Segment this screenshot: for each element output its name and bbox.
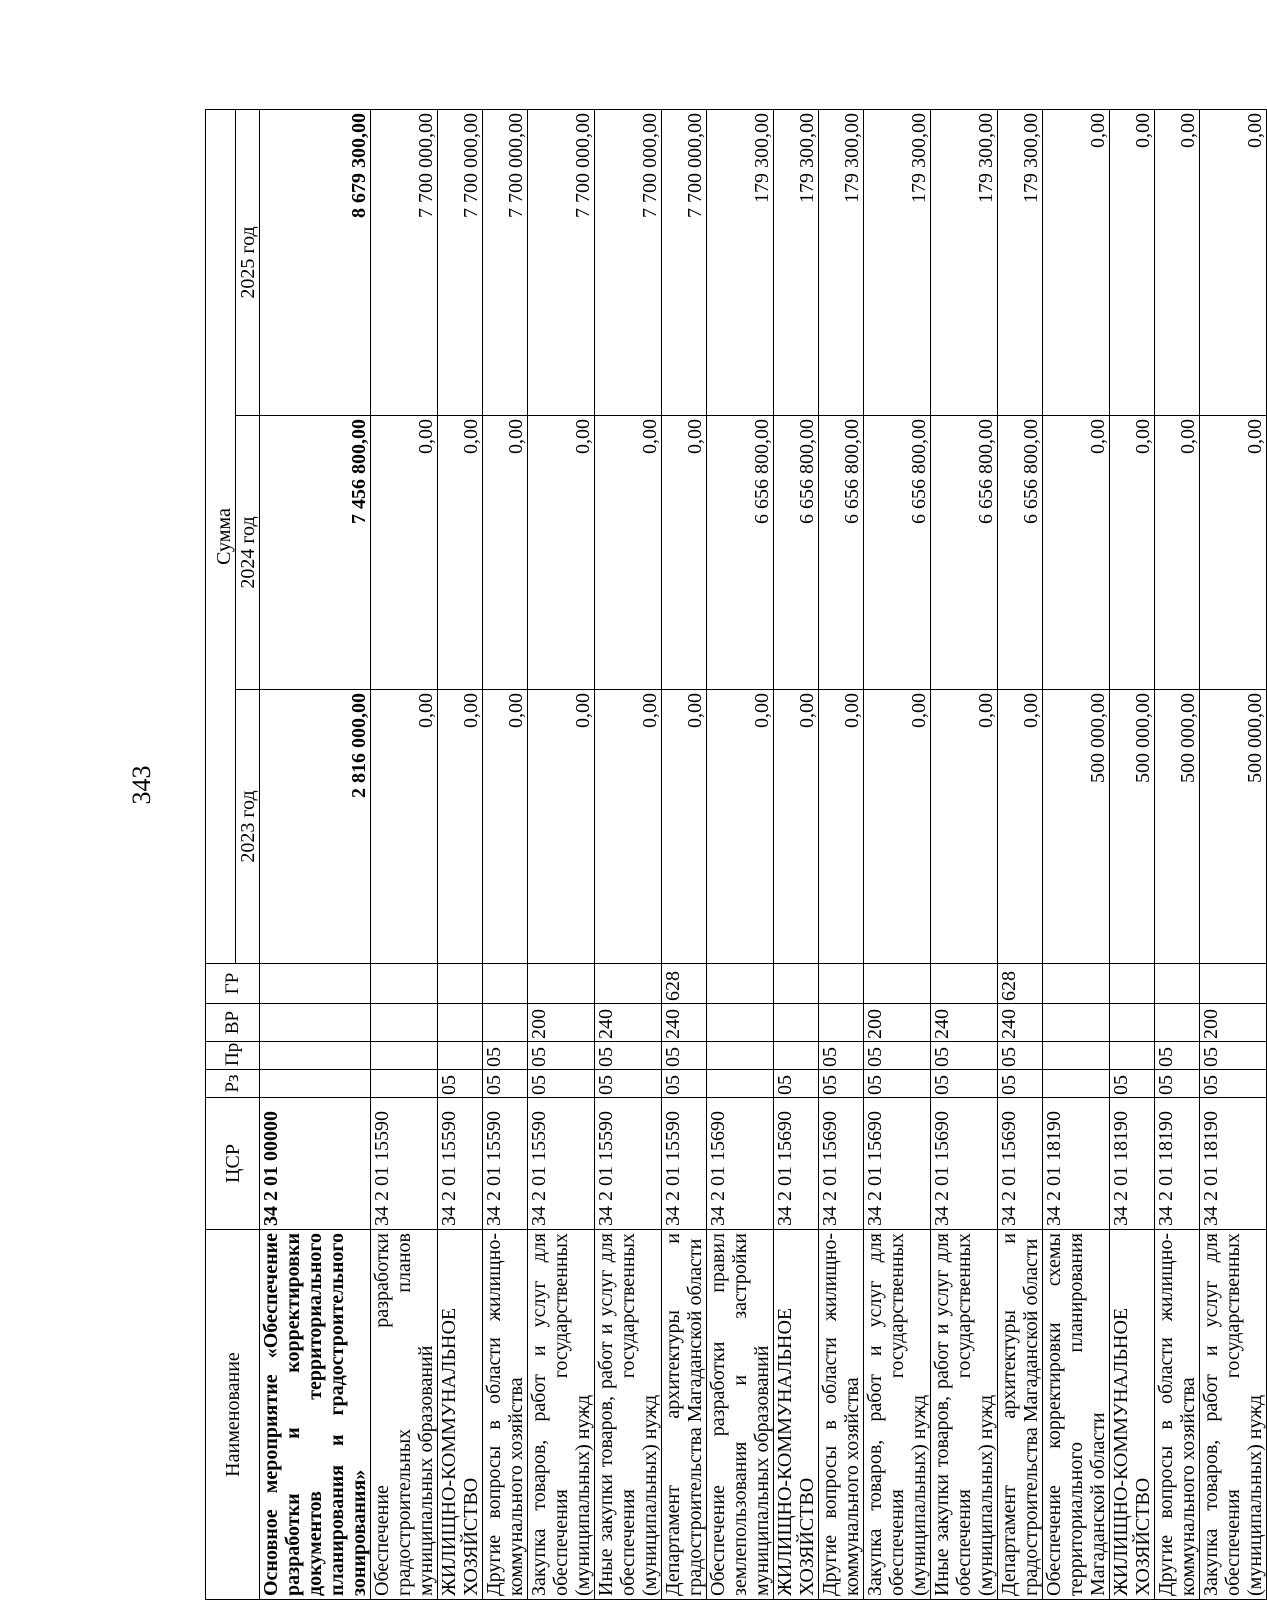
row-sum-2025: 0,00	[1043, 109, 1110, 415]
table-row	[707, 109, 774, 1599]
row-pr: 05	[1200, 1042, 1267, 1070]
row-gr	[528, 964, 595, 1004]
row-vr	[1155, 1004, 1200, 1042]
row-sum-2023: 500 000,00	[1200, 690, 1267, 964]
row-rz: 05	[1155, 1070, 1200, 1098]
row-sum-2025: 179 300,00	[774, 109, 819, 415]
table-row	[483, 109, 528, 1599]
table-row	[371, 109, 438, 1599]
row-sum-2025: 0,00	[1200, 109, 1267, 415]
row-pr	[1110, 1042, 1155, 1070]
budget-table	[205, 109, 1267, 1600]
row-sum-2023: 2 816 000,00	[260, 690, 371, 964]
row-sum-2023: 0,00	[931, 690, 998, 964]
row-sum-2023: 500 000,00	[1043, 690, 1110, 964]
row-sum-2024: 0,00	[438, 416, 483, 690]
header-csr: ЦСР	[206, 1098, 260, 1230]
row-sum-2024: 0,00	[483, 416, 528, 690]
row-vr	[819, 1004, 864, 1042]
row-rz: 05	[1200, 1070, 1267, 1098]
row-sum-2025: 179 300,00	[864, 109, 931, 415]
row-name: ЖИЛИЩНО-КОММУНАЛЬНОЕ ХОЗЯЙСТВО	[774, 1230, 819, 1600]
row-gr	[1110, 964, 1155, 1004]
row-csr: 34 2 01 15590	[483, 1098, 528, 1230]
header-vr: ВР	[206, 1004, 260, 1042]
row-vr	[707, 1004, 774, 1042]
row-pr: 05	[998, 1042, 1043, 1070]
row-sum-2023: 500 000,00	[1155, 690, 1200, 964]
row-gr	[483, 964, 528, 1004]
row-csr: 34 2 01 15590	[438, 1098, 483, 1230]
row-sum-2024: 6 656 800,00	[931, 416, 998, 690]
row-rz: 05	[483, 1070, 528, 1098]
row-sum-2025: 7 700 000,00	[371, 109, 438, 415]
row-pr	[707, 1042, 774, 1070]
row-sum-2025: 7 700 000,00	[528, 109, 595, 415]
table-row	[819, 109, 864, 1599]
row-vr	[483, 1004, 528, 1042]
row-csr: 34 2 01 18190	[1155, 1098, 1200, 1230]
row-csr: 34 2 01 00000	[260, 1098, 371, 1230]
header-gr: ГР	[206, 964, 260, 1004]
row-rz	[260, 1070, 371, 1098]
row-sum-2024: 0,00	[595, 416, 662, 690]
table-row	[528, 109, 595, 1599]
row-pr: 05	[819, 1042, 864, 1070]
row-rz: 05	[595, 1070, 662, 1098]
row-rz: 05	[931, 1070, 998, 1098]
row-sum-2024: 6 656 800,00	[998, 416, 1043, 690]
row-gr	[864, 964, 931, 1004]
row-name: ЖИЛИЩНО-КОММУНАЛЬНОЕ ХОЗЯЙСТВО	[438, 1230, 483, 1600]
header-2025: 2025 год	[236, 109, 260, 415]
row-pr	[774, 1042, 819, 1070]
row-csr: 34 2 01 15690	[819, 1098, 864, 1230]
row-rz: 05	[528, 1070, 595, 1098]
table-row	[998, 109, 1043, 1599]
row-pr	[260, 1042, 371, 1070]
row-pr: 05	[595, 1042, 662, 1070]
row-sum-2024: 0,00	[528, 416, 595, 690]
table-row	[1155, 109, 1200, 1599]
table-row	[1110, 109, 1155, 1599]
header-rz: Рз	[206, 1070, 260, 1098]
table-row	[662, 109, 707, 1599]
row-sum-2024: 6 656 800,00	[864, 416, 931, 690]
row-csr: 34 2 01 18190	[1110, 1098, 1155, 1230]
table-body	[260, 109, 1267, 1599]
row-csr: 34 2 01 15690	[931, 1098, 998, 1230]
table-row	[595, 109, 662, 1599]
row-vr: 240	[931, 1004, 998, 1042]
row-sum-2023: 0,00	[707, 690, 774, 964]
row-csr: 34 2 01 18190	[1200, 1098, 1267, 1230]
row-name: Обеспечение корректировки схемы территориального планирования Магаданской области	[1043, 1230, 1110, 1600]
row-gr	[438, 964, 483, 1004]
row-csr: 34 2 01 15690	[707, 1098, 774, 1230]
row-sum-2024: 0,00	[1043, 416, 1110, 690]
row-gr	[371, 964, 438, 1004]
row-sum-2025: 8 679 300,00	[260, 109, 371, 415]
header-2023: 2023 год	[236, 690, 260, 964]
row-pr: 05	[483, 1042, 528, 1070]
row-sum-2025: 0,00	[1110, 109, 1155, 415]
row-name: Закупка товаров, работ и услуг для обеспечения государственных (муниципальных) нужд	[864, 1230, 931, 1600]
row-sum-2023: 0,00	[819, 690, 864, 964]
row-sum-2023: 0,00	[662, 690, 707, 964]
row-pr: 05	[528, 1042, 595, 1070]
row-name: Закупка товаров, работ и услуг для обеспечения государственных (муниципальных) нужд	[528, 1230, 595, 1600]
row-vr: 200	[528, 1004, 595, 1042]
row-rz: 05	[774, 1070, 819, 1098]
table-row	[438, 109, 483, 1599]
header-pr: Пр	[206, 1042, 260, 1070]
row-pr: 05	[662, 1042, 707, 1070]
row-sum-2023: 0,00	[864, 690, 931, 964]
table-row	[931, 109, 998, 1599]
row-vr: 240	[595, 1004, 662, 1042]
row-name: Закупка товаров, работ и услуг для обеспечения государственных (муниципальных) нужд	[1200, 1230, 1267, 1600]
row-rz: 05	[864, 1070, 931, 1098]
row-pr	[438, 1042, 483, 1070]
row-vr: 200	[1200, 1004, 1267, 1042]
row-sum-2025: 179 300,00	[707, 109, 774, 415]
row-vr: 240	[998, 1004, 1043, 1042]
row-name: Иные закупки товаров, работ и услуг для обеспечения государственных (муниципальных) нужд	[931, 1230, 998, 1600]
row-vr	[1043, 1004, 1110, 1042]
row-sum-2025: 7 700 000,00	[438, 109, 483, 415]
row-sum-2025: 179 300,00	[998, 109, 1043, 415]
row-rz	[371, 1070, 438, 1098]
row-sum-2023: 0,00	[438, 690, 483, 964]
row-sum-2024: 6 656 800,00	[707, 416, 774, 690]
row-gr	[1200, 964, 1267, 1004]
row-sum-2025: 179 300,00	[931, 109, 998, 415]
row-sum-2023: 0,00	[483, 690, 528, 964]
row-csr: 34 2 01 15590	[371, 1098, 438, 1230]
row-name: ЖИЛИЩНО-КОММУНАЛЬНОЕ ХОЗЯЙСТВО	[1110, 1230, 1155, 1600]
row-sum-2025: 7 700 000,00	[662, 109, 707, 415]
row-csr: 34 2 01 15590	[662, 1098, 707, 1230]
row-gr	[1155, 964, 1200, 1004]
row-sum-2025: 7 700 000,00	[595, 109, 662, 415]
row-sum-2023: 0,00	[998, 690, 1043, 964]
header-sum: Сумма	[206, 109, 236, 963]
header-name: Наименование	[206, 1230, 260, 1600]
row-name: Другие вопросы в области жилищно-коммунального хозяйства	[483, 1230, 528, 1600]
row-sum-2023: 500 000,00	[1110, 690, 1155, 964]
row-csr: 34 2 01 15590	[595, 1098, 662, 1230]
row-sum-2023: 0,00	[774, 690, 819, 964]
row-sum-2024: 0,00	[1110, 416, 1155, 690]
row-vr	[774, 1004, 819, 1042]
row-name: Иные закупки товаров, работ и услуг для обеспечения государственных (муниципальных) нужд	[595, 1230, 662, 1600]
table-row	[774, 109, 819, 1599]
row-sum-2023: 0,00	[371, 690, 438, 964]
row-gr	[819, 964, 864, 1004]
row-vr	[438, 1004, 483, 1042]
row-sum-2023: 0,00	[528, 690, 595, 964]
row-sum-2025: 179 300,00	[819, 109, 864, 415]
page-number: 343	[127, 765, 156, 805]
row-pr: 05	[1155, 1042, 1200, 1070]
row-gr	[774, 964, 819, 1004]
table-row	[260, 109, 371, 1599]
row-sum-2023: 0,00	[595, 690, 662, 964]
row-gr	[931, 964, 998, 1004]
row-name: Обеспечение разработки градостроительных планов муниципальных образований	[371, 1230, 438, 1600]
row-csr: 34 2 01 15690	[774, 1098, 819, 1230]
table-row	[1200, 109, 1267, 1599]
rotated-table-wrapper	[205, 110, 1266, 1600]
row-vr: 200	[864, 1004, 931, 1042]
row-rz: 05	[1110, 1070, 1155, 1098]
row-rz: 05	[998, 1070, 1043, 1098]
row-gr	[595, 964, 662, 1004]
row-pr	[1043, 1042, 1110, 1070]
row-sum-2025: 7 700 000,00	[483, 109, 528, 415]
row-pr: 05	[864, 1042, 931, 1070]
row-vr	[371, 1004, 438, 1042]
row-rz	[1043, 1070, 1110, 1098]
row-name: Основное мероприятие «Обеспечение разработки и корректировки документов территориального планирования и градостроительного зонирования»	[260, 1230, 371, 1600]
row-sum-2024: 0,00	[1200, 416, 1267, 690]
row-sum-2024: 0,00	[662, 416, 707, 690]
row-csr: 34 2 01 15590	[528, 1098, 595, 1230]
row-gr: 628	[662, 964, 707, 1004]
header-2024: 2024 год	[236, 416, 260, 690]
row-sum-2024: 7 456 800,00	[260, 416, 371, 690]
row-sum-2024: 0,00	[1155, 416, 1200, 690]
table-row	[864, 109, 931, 1599]
row-vr: 240	[662, 1004, 707, 1042]
row-vr	[1110, 1004, 1155, 1042]
row-gr	[1043, 964, 1110, 1004]
row-sum-2024: 6 656 800,00	[819, 416, 864, 690]
row-csr: 34 2 01 15690	[864, 1098, 931, 1230]
row-name: Департамент архитектуры и градостроительства Магаданской области	[998, 1230, 1043, 1600]
row-name: Другие вопросы в области жилищно-коммунального хозяйства	[819, 1230, 864, 1600]
row-name: Департамент архитектуры и градостроительства Магаданской области	[662, 1230, 707, 1600]
row-gr	[260, 964, 371, 1004]
row-sum-2025: 0,00	[1155, 109, 1200, 415]
table-row	[1043, 109, 1110, 1599]
row-name: Другие вопросы в области жилищно-коммунального хозяйства	[1155, 1230, 1200, 1600]
row-pr: 05	[931, 1042, 998, 1070]
row-vr	[260, 1004, 371, 1042]
row-csr: 34 2 01 18190	[1043, 1098, 1110, 1230]
row-sum-2024: 0,00	[371, 416, 438, 690]
row-rz	[707, 1070, 774, 1098]
row-sum-2024: 6 656 800,00	[774, 416, 819, 690]
row-csr: 34 2 01 15690	[998, 1098, 1043, 1230]
row-rz: 05	[662, 1070, 707, 1098]
row-rz: 05	[819, 1070, 864, 1098]
row-name: Обеспечение разработки правил землепользования и застройки муниципальных образований	[707, 1230, 774, 1600]
row-gr	[707, 964, 774, 1004]
row-gr: 628	[998, 964, 1043, 1004]
row-rz: 05	[438, 1070, 483, 1098]
row-pr	[371, 1042, 438, 1070]
